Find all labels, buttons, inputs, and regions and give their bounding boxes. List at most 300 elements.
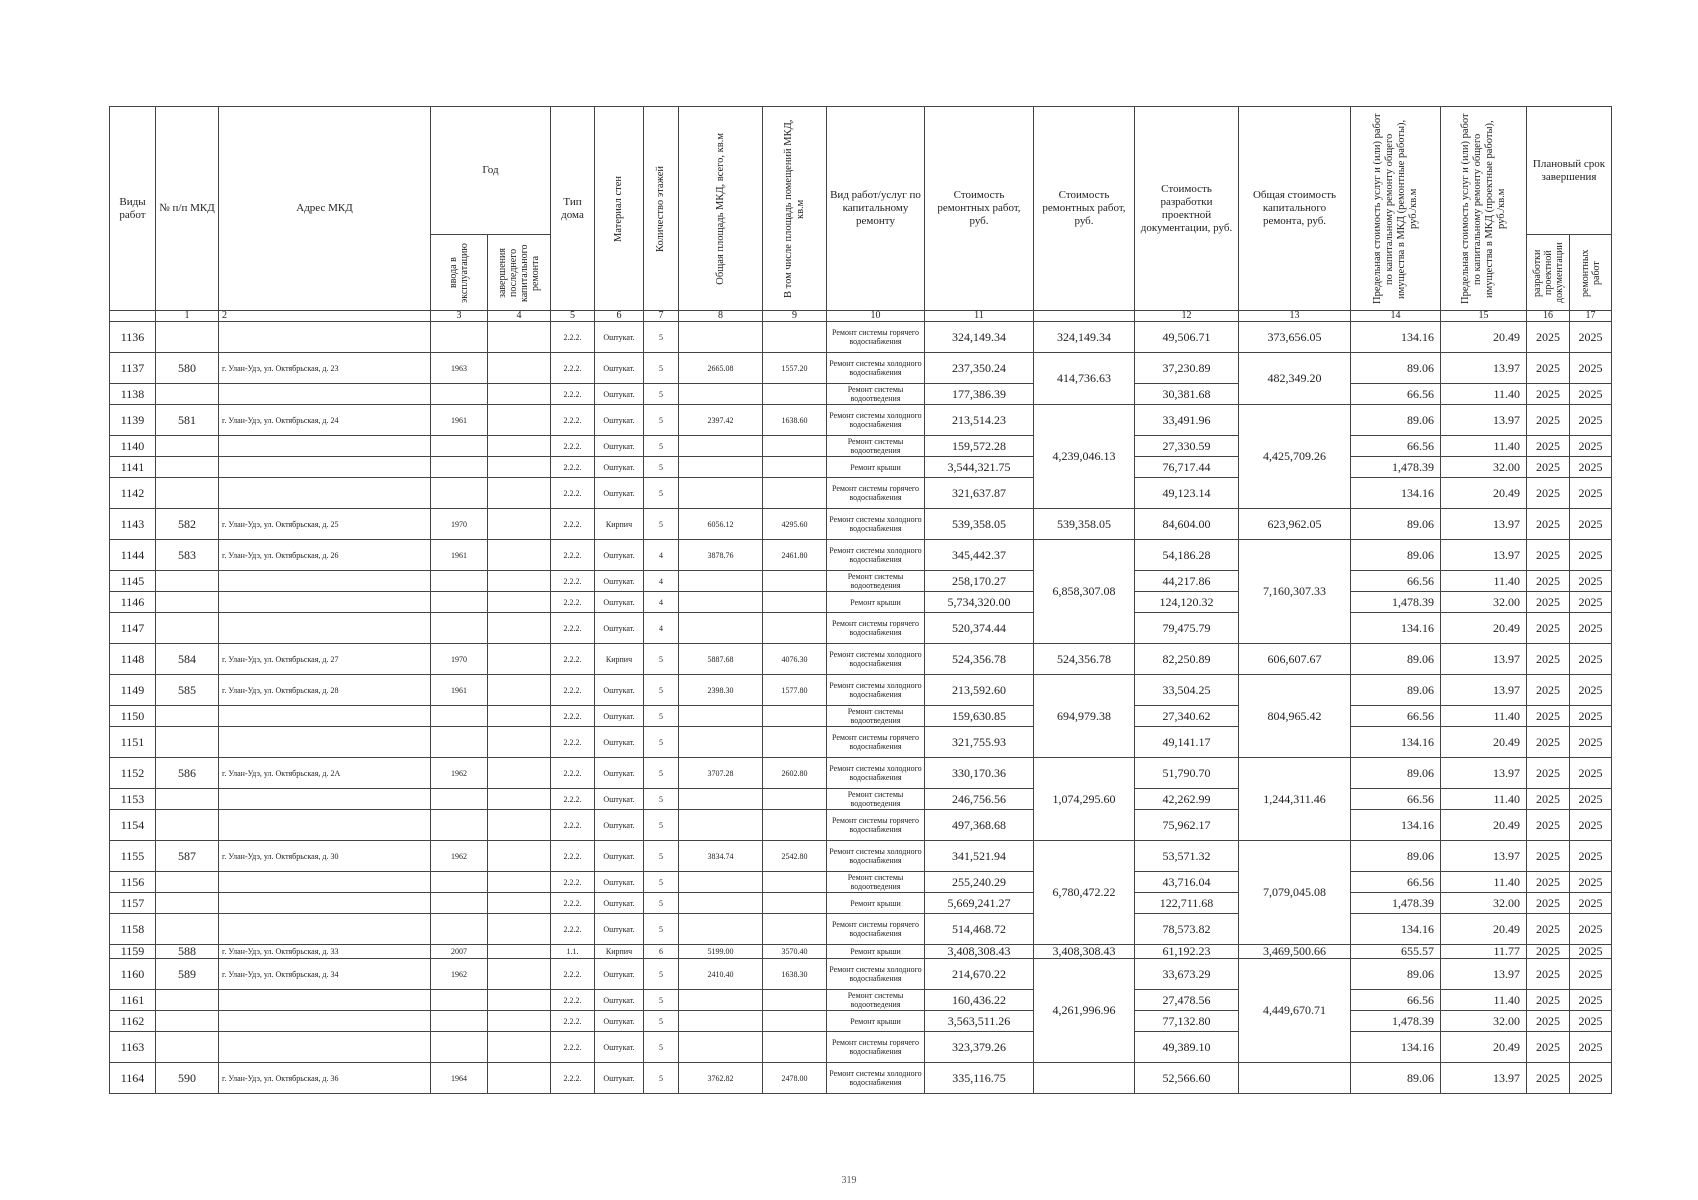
row-id-cell: 1149 [110, 675, 156, 706]
year-last-repair-cell [488, 571, 551, 592]
total-area-cell [679, 872, 763, 893]
repair-cost-cell: 514,468.72 [925, 914, 1034, 945]
col-number: 17 [1570, 311, 1612, 322]
design-cost-cell: 77,132.80 [1135, 1011, 1239, 1032]
group-repair-cost-cell: 1,074,295.60 [1034, 758, 1135, 841]
limit-repair-cell: 89.06 [1351, 509, 1441, 540]
limit-design-cell: 13.97 [1441, 353, 1527, 384]
address-cell: г. Улан-Удэ, ул. Октябрьская, д. 36 [219, 1063, 431, 1094]
col-wall-label: Материал стен [613, 175, 624, 242]
design-cost-cell: 122,711.68 [1135, 893, 1239, 914]
design-cost-cell: 82,250.89 [1135, 644, 1239, 675]
limit-design-cell: 13.97 [1441, 540, 1527, 571]
col-number: 8 [679, 311, 763, 322]
repair-cost-cell: 324,149.34 [925, 322, 1034, 353]
table-row [110, 322, 1612, 353]
col-house-type-header: Тип дома [551, 107, 595, 311]
deadline-design-cell: 2025 [1527, 644, 1570, 675]
deadline-repair-cell: 2025 [1570, 1063, 1612, 1094]
premises-area-cell [763, 571, 827, 592]
year-last-repair-cell [488, 1011, 551, 1032]
year-last-repair-cell [488, 959, 551, 990]
year-last-repair-cell [488, 789, 551, 810]
limit-design-cell: 20.49 [1441, 613, 1527, 644]
repair-cost-cell: 3,544,321.75 [925, 457, 1034, 478]
design-cost-cell: 52,566.60 [1135, 1063, 1239, 1094]
year-commission-cell [431, 893, 488, 914]
address-cell [219, 872, 431, 893]
floors-cell: 5 [644, 959, 679, 990]
col-number: 9 [763, 311, 827, 322]
premises-area-cell: 4295.60 [763, 509, 827, 540]
limit-design-cell: 11.77 [1441, 945, 1527, 959]
house-type-cell: 2.2.2. [551, 893, 595, 914]
col-total-area-header [679, 107, 763, 311]
deadline-design-cell: 2025 [1527, 675, 1570, 706]
repair-cost-cell: 323,379.26 [925, 1032, 1034, 1063]
year-last-repair-cell [488, 1063, 551, 1094]
mkd-number-cell: 586 [156, 758, 219, 789]
year-last-repair-cell [488, 613, 551, 644]
year-commission-cell: 1970 [431, 509, 488, 540]
design-cost-cell: 37,230.89 [1135, 353, 1239, 384]
year-commission-cell: 1962 [431, 841, 488, 872]
total-area-cell: 6056.12 [679, 509, 763, 540]
group-repair-cost-cell [1034, 1063, 1135, 1094]
wall-material-cell: Оштукат. [595, 841, 644, 872]
limit-design-cell: 11.40 [1441, 872, 1527, 893]
house-type-cell: 2.2.2. [551, 592, 595, 613]
mkd-number-cell: 583 [156, 540, 219, 571]
design-cost-cell: 27,340.62 [1135, 706, 1239, 727]
house-type-cell: 2.2.2. [551, 1063, 595, 1094]
year-last-repair-cell [488, 509, 551, 540]
col-wall-header [595, 107, 644, 311]
limit-repair-cell: 134.16 [1351, 613, 1441, 644]
deadline-repair-cell: 2025 [1570, 384, 1612, 405]
deadline-design-cell: 2025 [1527, 353, 1570, 384]
col-deadline-repair-header [1570, 235, 1612, 311]
work-type-cell: Ремонт системы горячего водоснабжения [827, 613, 925, 644]
deadline-repair-cell: 2025 [1570, 436, 1612, 457]
group-repair-cost-cell: 324,149.34 [1034, 322, 1135, 353]
repair-cost-cell: 5,669,241.27 [925, 893, 1034, 914]
address-cell: г. Улан-Удэ, ул. Октябрьская, д. 23 [219, 353, 431, 384]
wall-material-cell: Оштукат. [595, 322, 644, 353]
row-id-cell: 1153 [110, 789, 156, 810]
year-commission-cell: 1961 [431, 675, 488, 706]
table-row [110, 509, 1612, 540]
mkd-number-cell [156, 571, 219, 592]
row-id-cell: 1155 [110, 841, 156, 872]
house-type-cell: 2.2.2. [551, 478, 595, 509]
repair-cost-cell: 3,563,511.26 [925, 1011, 1034, 1032]
mkd-number-cell [156, 322, 219, 353]
floors-cell: 5 [644, 990, 679, 1011]
wall-material-cell: Оштукат. [595, 1032, 644, 1063]
address-cell [219, 613, 431, 644]
work-type-cell: Ремонт системы горячего водоснабжения [827, 727, 925, 758]
deadline-design-cell: 2025 [1527, 540, 1570, 571]
table-body [110, 322, 1612, 1094]
total-cost-cell: 7,079,045.08 [1239, 841, 1351, 945]
total-area-cell [679, 990, 763, 1011]
floors-cell: 4 [644, 592, 679, 613]
limit-repair-cell: 66.56 [1351, 436, 1441, 457]
row-id-cell: 1145 [110, 571, 156, 592]
address-cell [219, 727, 431, 758]
address-cell [219, 990, 431, 1011]
col-number [110, 311, 156, 322]
deadline-design-cell: 2025 [1527, 706, 1570, 727]
address-cell: г. Улан-Удэ, ул. Октябрьская, д. 33 [219, 945, 431, 959]
wall-material-cell: Оштукат. [595, 436, 644, 457]
limit-design-cell: 11.40 [1441, 706, 1527, 727]
floors-cell: 5 [644, 893, 679, 914]
col-floors-label: Количество этажей [655, 165, 666, 252]
house-type-cell: 2.2.2. [551, 841, 595, 872]
limit-design-cell: 13.97 [1441, 509, 1527, 540]
address-cell: г. Улан-Удэ, ул. Октябрьская, д. 26 [219, 540, 431, 571]
mkd-number-cell [156, 592, 219, 613]
deadline-design-cell: 2025 [1527, 945, 1570, 959]
year-last-repair-cell [488, 405, 551, 436]
house-type-cell: 2.2.2. [551, 872, 595, 893]
limit-design-cell: 13.97 [1441, 644, 1527, 675]
table-row [110, 706, 1612, 727]
work-type-cell: Ремонт системы холодного водоснабжения [827, 758, 925, 789]
deadline-design-cell: 2025 [1527, 727, 1570, 758]
col-limit-design-header [1441, 107, 1527, 311]
year-last-repair-cell [488, 644, 551, 675]
mkd-number-cell [156, 727, 219, 758]
repair-cost-cell: 258,170.27 [925, 571, 1034, 592]
house-type-cell: 2.2.2. [551, 706, 595, 727]
page-number: 319 [841, 1175, 857, 1186]
col-deadline-repair-label: ремонтных работ [1579, 248, 1602, 297]
wall-material-cell: Оштукат. [595, 893, 644, 914]
work-type-cell: Ремонт системы холодного водоснабжения [827, 353, 925, 384]
year-commission-cell [431, 457, 488, 478]
limit-repair-cell: 66.56 [1351, 789, 1441, 810]
deadline-repair-cell: 2025 [1570, 959, 1612, 990]
design-cost-cell: 53,571.32 [1135, 841, 1239, 872]
total-area-cell: 3707.28 [679, 758, 763, 789]
deadline-design-cell: 2025 [1527, 789, 1570, 810]
house-type-cell: 2.2.2. [551, 1011, 595, 1032]
total-area-cell [679, 478, 763, 509]
limit-repair-cell: 89.06 [1351, 353, 1441, 384]
table-row [110, 1032, 1612, 1063]
limit-repair-cell: 1,478.39 [1351, 1011, 1441, 1032]
deadline-design-cell: 2025 [1527, 914, 1570, 945]
address-cell [219, 457, 431, 478]
wall-material-cell: Оштукат. [595, 810, 644, 841]
group-repair-cost-cell: 3,408,308.43 [1034, 945, 1135, 959]
floors-cell: 4 [644, 571, 679, 592]
limit-repair-cell: 655.57 [1351, 945, 1441, 959]
work-type-cell: Ремонт системы водоотведения [827, 436, 925, 457]
limit-design-cell: 13.97 [1441, 841, 1527, 872]
total-area-cell: 2665.08 [679, 353, 763, 384]
group-repair-cost-cell: 524,356.78 [1034, 644, 1135, 675]
wall-material-cell: Оштукат. [595, 990, 644, 1011]
year-last-repair-cell [488, 758, 551, 789]
wall-material-cell: Кирпич [595, 945, 644, 959]
premises-area-cell [763, 613, 827, 644]
row-id-cell: 1148 [110, 644, 156, 675]
house-type-cell: 2.2.2. [551, 727, 595, 758]
mkd-number-cell: 584 [156, 644, 219, 675]
year-last-repair-cell [488, 810, 551, 841]
premises-area-cell: 1638.60 [763, 405, 827, 436]
floors-cell: 5 [644, 436, 679, 457]
address-cell [219, 893, 431, 914]
table-row [110, 789, 1612, 810]
col-year-last-repair-label: завершения последнего капитального ремонта [497, 243, 541, 302]
work-type-cell: Ремонт системы водоотведения [827, 990, 925, 1011]
col-number: 5 [551, 311, 595, 322]
row-id-cell: 1157 [110, 893, 156, 914]
total-area-cell: 3762.82 [679, 1063, 763, 1094]
design-cost-cell: 33,491.96 [1135, 405, 1239, 436]
limit-design-cell: 32.00 [1441, 592, 1527, 613]
table-row [110, 945, 1612, 959]
floors-cell: 5 [644, 478, 679, 509]
col-work-header: Вид работ/услуг по капитальному ремонту [827, 107, 925, 311]
limit-repair-cell: 89.06 [1351, 675, 1441, 706]
house-type-cell: 2.2.2. [551, 457, 595, 478]
limit-design-cell: 20.49 [1441, 478, 1527, 509]
limit-repair-cell: 66.56 [1351, 571, 1441, 592]
year-commission-cell: 2007 [431, 945, 488, 959]
limit-repair-cell: 1,478.39 [1351, 893, 1441, 914]
deadline-repair-cell: 2025 [1570, 353, 1612, 384]
design-cost-cell: 27,330.59 [1135, 436, 1239, 457]
col-number: 3 [431, 311, 488, 322]
mkd-number-cell: 590 [156, 1063, 219, 1094]
col-premises-area-header [763, 107, 827, 311]
repair-cost-cell: 321,755.93 [925, 727, 1034, 758]
year-commission-cell [431, 1011, 488, 1032]
col-number: 14 [1351, 311, 1441, 322]
total-cost-cell: 373,656.05 [1239, 322, 1351, 353]
limit-repair-cell: 134.16 [1351, 478, 1441, 509]
col-address-header: Адрес МКД [219, 107, 431, 311]
col-total-area-label: Общая площадь МКД, всего, кв.м [714, 132, 726, 285]
premises-area-cell: 2461.80 [763, 540, 827, 571]
mkd-number-cell [156, 1032, 219, 1063]
limit-design-cell: 32.00 [1441, 893, 1527, 914]
design-cost-cell: 42,262.99 [1135, 789, 1239, 810]
repair-cost-cell: 213,592.60 [925, 675, 1034, 706]
design-cost-cell: 79,475.79 [1135, 613, 1239, 644]
col-number: 7 [644, 311, 679, 322]
work-type-cell: Ремонт системы водоотведения [827, 706, 925, 727]
limit-repair-cell: 89.06 [1351, 540, 1441, 571]
limit-repair-cell: 89.06 [1351, 644, 1441, 675]
table-row [110, 613, 1612, 644]
deadline-design-cell: 2025 [1527, 613, 1570, 644]
row-id-cell: 1150 [110, 706, 156, 727]
house-type-cell: 2.2.2. [551, 758, 595, 789]
group-repair-cost-cell: 6,780,472.22 [1034, 841, 1135, 945]
total-cost-cell: 7,160,307.33 [1239, 540, 1351, 644]
design-cost-cell: 49,389.10 [1135, 1032, 1239, 1063]
mkd-number-cell [156, 706, 219, 727]
deadline-design-cell: 2025 [1527, 509, 1570, 540]
col-number: 12 [1135, 311, 1239, 322]
design-cost-cell: 78,573.82 [1135, 914, 1239, 945]
floors-cell: 5 [644, 789, 679, 810]
group-repair-cost-cell: 4,261,996.96 [1034, 959, 1135, 1063]
premises-area-cell: 2542.80 [763, 841, 827, 872]
deadline-design-cell: 2025 [1527, 384, 1570, 405]
year-commission-cell [431, 789, 488, 810]
wall-material-cell: Оштукат. [595, 675, 644, 706]
repair-cost-cell: 159,630.85 [925, 706, 1034, 727]
total-area-cell [679, 810, 763, 841]
year-last-repair-cell [488, 727, 551, 758]
repair-cost-cell: 159,572.28 [925, 436, 1034, 457]
floors-cell: 4 [644, 540, 679, 571]
table-row [110, 405, 1612, 436]
repair-cost-cell: 237,350.24 [925, 353, 1034, 384]
deadline-repair-cell: 2025 [1570, 540, 1612, 571]
table-row [110, 1011, 1612, 1032]
work-type-cell: Ремонт системы водоотведения [827, 872, 925, 893]
table-row [110, 644, 1612, 675]
mkd-number-cell [156, 1011, 219, 1032]
address-cell: г. Улан-Удэ, ул. Октябрьская, д. 28 [219, 675, 431, 706]
year-last-repair-cell [488, 353, 551, 384]
house-type-cell: 2.2.2. [551, 1032, 595, 1063]
year-commission-cell [431, 727, 488, 758]
year-last-repair-cell [488, 457, 551, 478]
table-row [110, 675, 1612, 706]
table-row [110, 841, 1612, 872]
col-number: 15 [1441, 311, 1527, 322]
deadline-repair-cell: 2025 [1570, 322, 1612, 353]
year-last-repair-cell [488, 872, 551, 893]
row-id-cell: 1138 [110, 384, 156, 405]
col-num-header: № п/п МКД [156, 107, 219, 311]
house-type-cell: 1.1. [551, 945, 595, 959]
col-total-cost-header: Общая стоимость капитального ремонта, руб. [1239, 107, 1351, 311]
group-repair-cost-cell: 4,239,046.13 [1034, 405, 1135, 509]
year-last-repair-cell [488, 706, 551, 727]
address-cell [219, 384, 431, 405]
design-cost-cell: 49,506.71 [1135, 322, 1239, 353]
table-row [110, 810, 1612, 841]
total-cost-cell: 804,965.42 [1239, 675, 1351, 758]
address-cell [219, 789, 431, 810]
mkd-number-cell [156, 872, 219, 893]
deadline-design-cell: 2025 [1527, 758, 1570, 789]
limit-repair-cell: 89.06 [1351, 758, 1441, 789]
col-number: 1 [156, 311, 219, 322]
limit-repair-cell: 1,478.39 [1351, 457, 1441, 478]
premises-area-cell: 3570.40 [763, 945, 827, 959]
year-commission-cell [431, 571, 488, 592]
wall-material-cell: Оштукат. [595, 727, 644, 758]
house-type-cell: 2.2.2. [551, 540, 595, 571]
address-cell [219, 592, 431, 613]
house-type-cell: 2.2.2. [551, 990, 595, 1011]
total-area-cell: 2410.40 [679, 959, 763, 990]
row-id-cell: 1139 [110, 405, 156, 436]
wall-material-cell: Оштукат. [595, 571, 644, 592]
row-id-cell: 1159 [110, 945, 156, 959]
row-id-cell: 1158 [110, 914, 156, 945]
limit-design-cell: 20.49 [1441, 1032, 1527, 1063]
total-area-cell [679, 613, 763, 644]
table-row [110, 959, 1612, 990]
col-premises-area-label: В том числе площадь помещений МКД, кв.м [782, 119, 806, 298]
deadline-design-cell: 2025 [1527, 478, 1570, 509]
wall-material-cell: Оштукат. [595, 706, 644, 727]
premises-area-cell [763, 457, 827, 478]
deadline-design-cell: 2025 [1527, 841, 1570, 872]
repair-cost-cell: 341,521.94 [925, 841, 1034, 872]
total-area-cell [679, 1011, 763, 1032]
premises-area-cell [763, 810, 827, 841]
floors-cell: 5 [644, 1063, 679, 1094]
design-cost-cell: 75,962.17 [1135, 810, 1239, 841]
year-commission-cell: 1964 [431, 1063, 488, 1094]
total-area-cell: 2398.30 [679, 675, 763, 706]
year-commission-cell [431, 478, 488, 509]
work-type-cell: Ремонт крыши [827, 1011, 925, 1032]
floors-cell: 5 [644, 1032, 679, 1063]
mkd-number-cell [156, 384, 219, 405]
total-cost-cell: 4,425,709.26 [1239, 405, 1351, 509]
total-area-cell [679, 789, 763, 810]
design-cost-cell: 49,141.17 [1135, 727, 1239, 758]
year-last-repair-cell [488, 436, 551, 457]
wall-material-cell: Оштукат. [595, 592, 644, 613]
premises-area-cell: 2602.80 [763, 758, 827, 789]
address-cell [219, 478, 431, 509]
row-id-cell: 1156 [110, 872, 156, 893]
total-area-cell [679, 1032, 763, 1063]
limit-design-cell: 20.49 [1441, 810, 1527, 841]
design-cost-cell: 44,217.86 [1135, 571, 1239, 592]
design-cost-cell: 33,673.29 [1135, 959, 1239, 990]
floors-cell: 5 [644, 810, 679, 841]
deadline-repair-cell: 2025 [1570, 509, 1612, 540]
limit-repair-cell: 89.06 [1351, 959, 1441, 990]
table-row [110, 478, 1612, 509]
mkd-number-cell [156, 914, 219, 945]
year-last-repair-cell [488, 384, 551, 405]
row-id-cell: 1161 [110, 990, 156, 1011]
limit-repair-cell: 89.06 [1351, 405, 1441, 436]
limit-repair-cell: 134.16 [1351, 914, 1441, 945]
work-type-cell: Ремонт системы горячего водоснабжения [827, 810, 925, 841]
header-row [110, 107, 1612, 235]
wall-material-cell: Оштукат. [595, 457, 644, 478]
work-type-cell: Ремонт системы холодного водоснабжения [827, 405, 925, 436]
limit-design-cell: 32.00 [1441, 1011, 1527, 1032]
repair-cost-cell: 520,374.44 [925, 613, 1034, 644]
work-type-cell: Ремонт крыши [827, 893, 925, 914]
total-cost-cell: 606,607.67 [1239, 644, 1351, 675]
table-row [110, 384, 1612, 405]
house-type-cell: 2.2.2. [551, 353, 595, 384]
limit-repair-cell: 66.56 [1351, 706, 1441, 727]
limit-design-cell: 20.49 [1441, 727, 1527, 758]
